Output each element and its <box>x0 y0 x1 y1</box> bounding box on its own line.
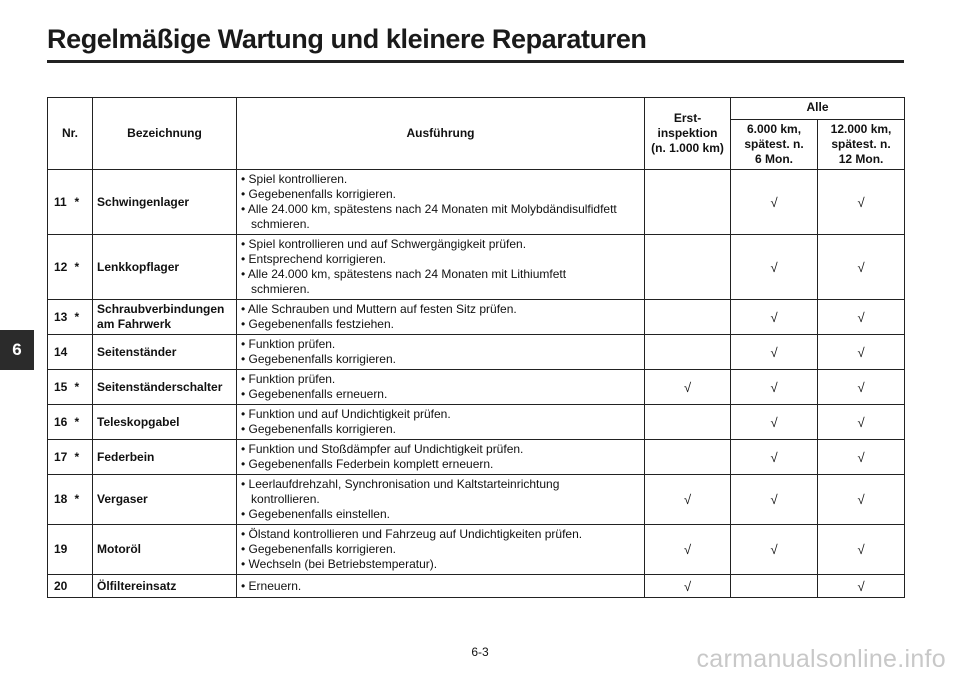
header-12000km <box>818 120 905 170</box>
ausfuehrung-line: • Alle Schrauben und Muttern auf festen Sitz prüfen. <box>241 302 517 316</box>
header-erst-line: inspektion <box>657 126 718 140</box>
table-row <box>48 235 905 300</box>
check-erstinspektion: √ <box>645 370 731 405</box>
page-title: Regelmäßige Wartung und kleinere Reparaturen <box>47 24 647 54</box>
row-ausfuehrung <box>237 575 645 598</box>
ausfuehrung-line: • Funktion und auf Undichtigkeit prüfen. <box>241 407 451 421</box>
check-12000km: √ <box>818 440 905 475</box>
check-erstinspektion <box>645 235 731 300</box>
header-6000-line: 6 Mon. <box>755 152 794 166</box>
row-bezeichnung <box>93 335 237 370</box>
check-6000km: √ <box>731 525 818 575</box>
row-bezeichnung <box>93 525 237 575</box>
check-6000km <box>731 575 818 598</box>
row-number: 20 <box>48 575 74 598</box>
bezeichnung-line: Schwingenlager <box>97 194 190 209</box>
check-12000km: √ <box>818 475 905 525</box>
row-ausfuehrung <box>237 235 645 300</box>
row-bezeichnung <box>93 370 237 405</box>
ausfuehrung-line: • Gegebenenfalls Federbein komplett erneuern. <box>241 457 494 471</box>
header-bezeichnung: Bezeichnung <box>93 98 237 170</box>
row-bezeichnung <box>93 235 237 300</box>
table-row <box>48 300 905 335</box>
header-12000-line: 12.000 km, <box>830 122 892 136</box>
check-6000km: √ <box>731 300 818 335</box>
table-row <box>48 370 905 405</box>
row-bezeichnung <box>93 575 237 598</box>
bezeichnung-line: Lenkkopflager <box>97 259 180 274</box>
check-erstinspektion <box>645 300 731 335</box>
check-12000km: √ <box>818 405 905 440</box>
check-6000km: √ <box>731 335 818 370</box>
bezeichnung-line: am Fahrwerk <box>97 317 172 331</box>
bezeichnung-line: Seitenständer <box>97 344 177 359</box>
table-row <box>48 475 905 525</box>
row-bezeichnung <box>93 300 237 335</box>
row-star-marker <box>74 335 93 370</box>
ausfuehrung-line: • Ölstand kontrollieren und Fahrzeug auf Undichtigkeiten prüfen. <box>241 527 583 541</box>
row-star-marker <box>74 525 93 575</box>
maintenance-table <box>47 97 905 598</box>
row-number: 17 <box>48 440 74 475</box>
check-erstinspektion: √ <box>645 575 731 598</box>
check-6000km: √ <box>731 370 818 405</box>
header-6000km <box>731 120 818 170</box>
bezeichnung-line: Schraubverbindungen <box>97 302 225 316</box>
header-6000-line: 6.000 km, <box>746 122 802 136</box>
check-12000km: √ <box>818 300 905 335</box>
header-erst-line: (n. 1.000 km) <box>651 141 724 155</box>
row-ausfuehrung <box>237 335 645 370</box>
check-12000km: √ <box>818 335 905 370</box>
check-6000km: √ <box>731 440 818 475</box>
page-number: 6-3 <box>471 645 489 659</box>
check-12000km: √ <box>818 170 905 235</box>
ausfuehrung-line: • Gegebenenfalls einstellen. <box>241 507 390 521</box>
row-star-marker: * <box>74 475 93 525</box>
row-number: 18 <box>48 475 74 525</box>
row-number: 19 <box>48 525 74 575</box>
header-nr: Nr. <box>48 98 93 170</box>
bezeichnung-line: Vergaser <box>97 492 148 506</box>
ausfuehrung-line: • Spiel kontrollieren. <box>241 172 348 186</box>
header-erstinspektion <box>645 98 731 170</box>
ausfuehrung-line: • Erneuern. <box>241 578 302 593</box>
row-number: 11 <box>48 170 74 235</box>
bezeichnung-line: Ölfiltereinsatz <box>97 578 177 593</box>
row-star-marker: * <box>74 440 93 475</box>
table-body <box>48 170 905 598</box>
header-erst-line: Erst- <box>673 111 702 125</box>
header-alle: Alle <box>731 98 905 120</box>
row-star-marker <box>74 575 93 598</box>
check-erstinspektion <box>645 170 731 235</box>
row-ausfuehrung <box>237 525 645 575</box>
check-6000km: √ <box>731 170 818 235</box>
check-erstinspektion <box>645 335 731 370</box>
row-bezeichnung <box>93 475 237 525</box>
bezeichnung-line: Motoröl <box>97 542 142 556</box>
row-bezeichnung <box>93 440 237 475</box>
ausfuehrung-line: • Gegebenenfalls korrigieren. <box>241 187 396 201</box>
ausfuehrung-line: • Gegebenenfalls korrigieren. <box>241 542 396 556</box>
ausfuehrung-line: • Leerlaufdrehzahl, Synchronisation und Kaltstarteinrichtung <box>241 477 560 491</box>
check-6000km: √ <box>731 475 818 525</box>
check-12000km: √ <box>818 525 905 575</box>
row-star-marker: * <box>74 300 93 335</box>
row-star-marker: * <box>74 370 93 405</box>
bezeichnung-line: Federbein <box>97 449 155 464</box>
table-row <box>48 405 905 440</box>
row-bezeichnung <box>93 170 237 235</box>
bezeichnung-line: Seitenständerschalter <box>97 379 223 394</box>
check-erstinspektion <box>645 405 731 440</box>
header-ausfuehrung: Ausführung <box>237 98 645 170</box>
row-bezeichnung <box>93 405 237 440</box>
check-12000km: √ <box>818 235 905 300</box>
row-number: 14 <box>48 335 74 370</box>
ausfuehrung-line: • Spiel kontrollieren und auf Schwergängigkeit prüfen. <box>241 237 527 251</box>
row-number: 12 <box>48 235 74 300</box>
ausfuehrung-line: • Funktion und Stoßdämpfer auf Undichtigkeit prüfen. <box>241 442 524 456</box>
row-number: 13 <box>48 300 74 335</box>
row-ausfuehrung <box>237 475 645 525</box>
header-12000-line: spätest. n. <box>831 137 891 151</box>
ausfuehrung-line: • Gegebenenfalls erneuern. <box>241 387 388 401</box>
row-ausfuehrung <box>237 170 645 235</box>
check-12000km: √ <box>818 575 905 598</box>
ausfuehrung-line: • Gegebenenfalls korrigieren. <box>241 352 396 366</box>
row-ausfuehrung <box>237 370 645 405</box>
row-star-marker: * <box>74 405 93 440</box>
ausfuehrung-line: • Gegebenenfalls festziehen. <box>241 317 394 331</box>
row-number: 15 <box>48 370 74 405</box>
ausfuehrung-line: • Gegebenenfalls korrigieren. <box>241 422 396 436</box>
table-row <box>48 440 905 475</box>
ausfuehrung-line: • Alle 24.000 km, spätestens nach 24 Monaten mit Lithiumfett <box>241 267 567 281</box>
check-6000km: √ <box>731 235 818 300</box>
row-star-marker: * <box>74 235 93 300</box>
header-12000-line: 12 Mon. <box>838 152 884 166</box>
watermark: carmanualsonline.info <box>696 645 946 673</box>
table-row <box>48 575 905 598</box>
title-rule <box>47 60 904 63</box>
ausfuehrung-line: • Funktion prüfen. <box>241 337 336 351</box>
ausfuehrung-line: • Wechseln (bei Betriebstemperatur). <box>241 557 438 571</box>
ausfuehrung-line: schmieren. <box>251 282 310 296</box>
check-erstinspektion: √ <box>645 475 731 525</box>
check-12000km: √ <box>818 370 905 405</box>
row-ausfuehrung <box>237 300 645 335</box>
row-ausfuehrung <box>237 440 645 475</box>
row-star-marker: * <box>74 170 93 235</box>
ausfuehrung-line: • Funktion prüfen. <box>241 372 336 386</box>
table-row <box>48 525 905 575</box>
ausfuehrung-line: schmieren. <box>251 217 310 231</box>
header-6000-line: spätest. n. <box>744 137 804 151</box>
row-ausfuehrung <box>237 405 645 440</box>
row-number: 16 <box>48 405 74 440</box>
ausfuehrung-line: • Alle 24.000 km, spätestens nach 24 Monaten mit Molybdändisulfidfett <box>241 202 617 216</box>
table-row <box>48 170 905 235</box>
ausfuehrung-line: • Entsprechend korrigieren. <box>241 252 386 266</box>
ausfuehrung-line: kontrollieren. <box>251 492 320 506</box>
chapter-tab: 6 <box>0 330 34 370</box>
table-row <box>48 335 905 370</box>
bezeichnung-line: Teleskopgabel <box>97 414 180 429</box>
check-6000km: √ <box>731 405 818 440</box>
check-erstinspektion <box>645 440 731 475</box>
check-erstinspektion: √ <box>645 525 731 575</box>
